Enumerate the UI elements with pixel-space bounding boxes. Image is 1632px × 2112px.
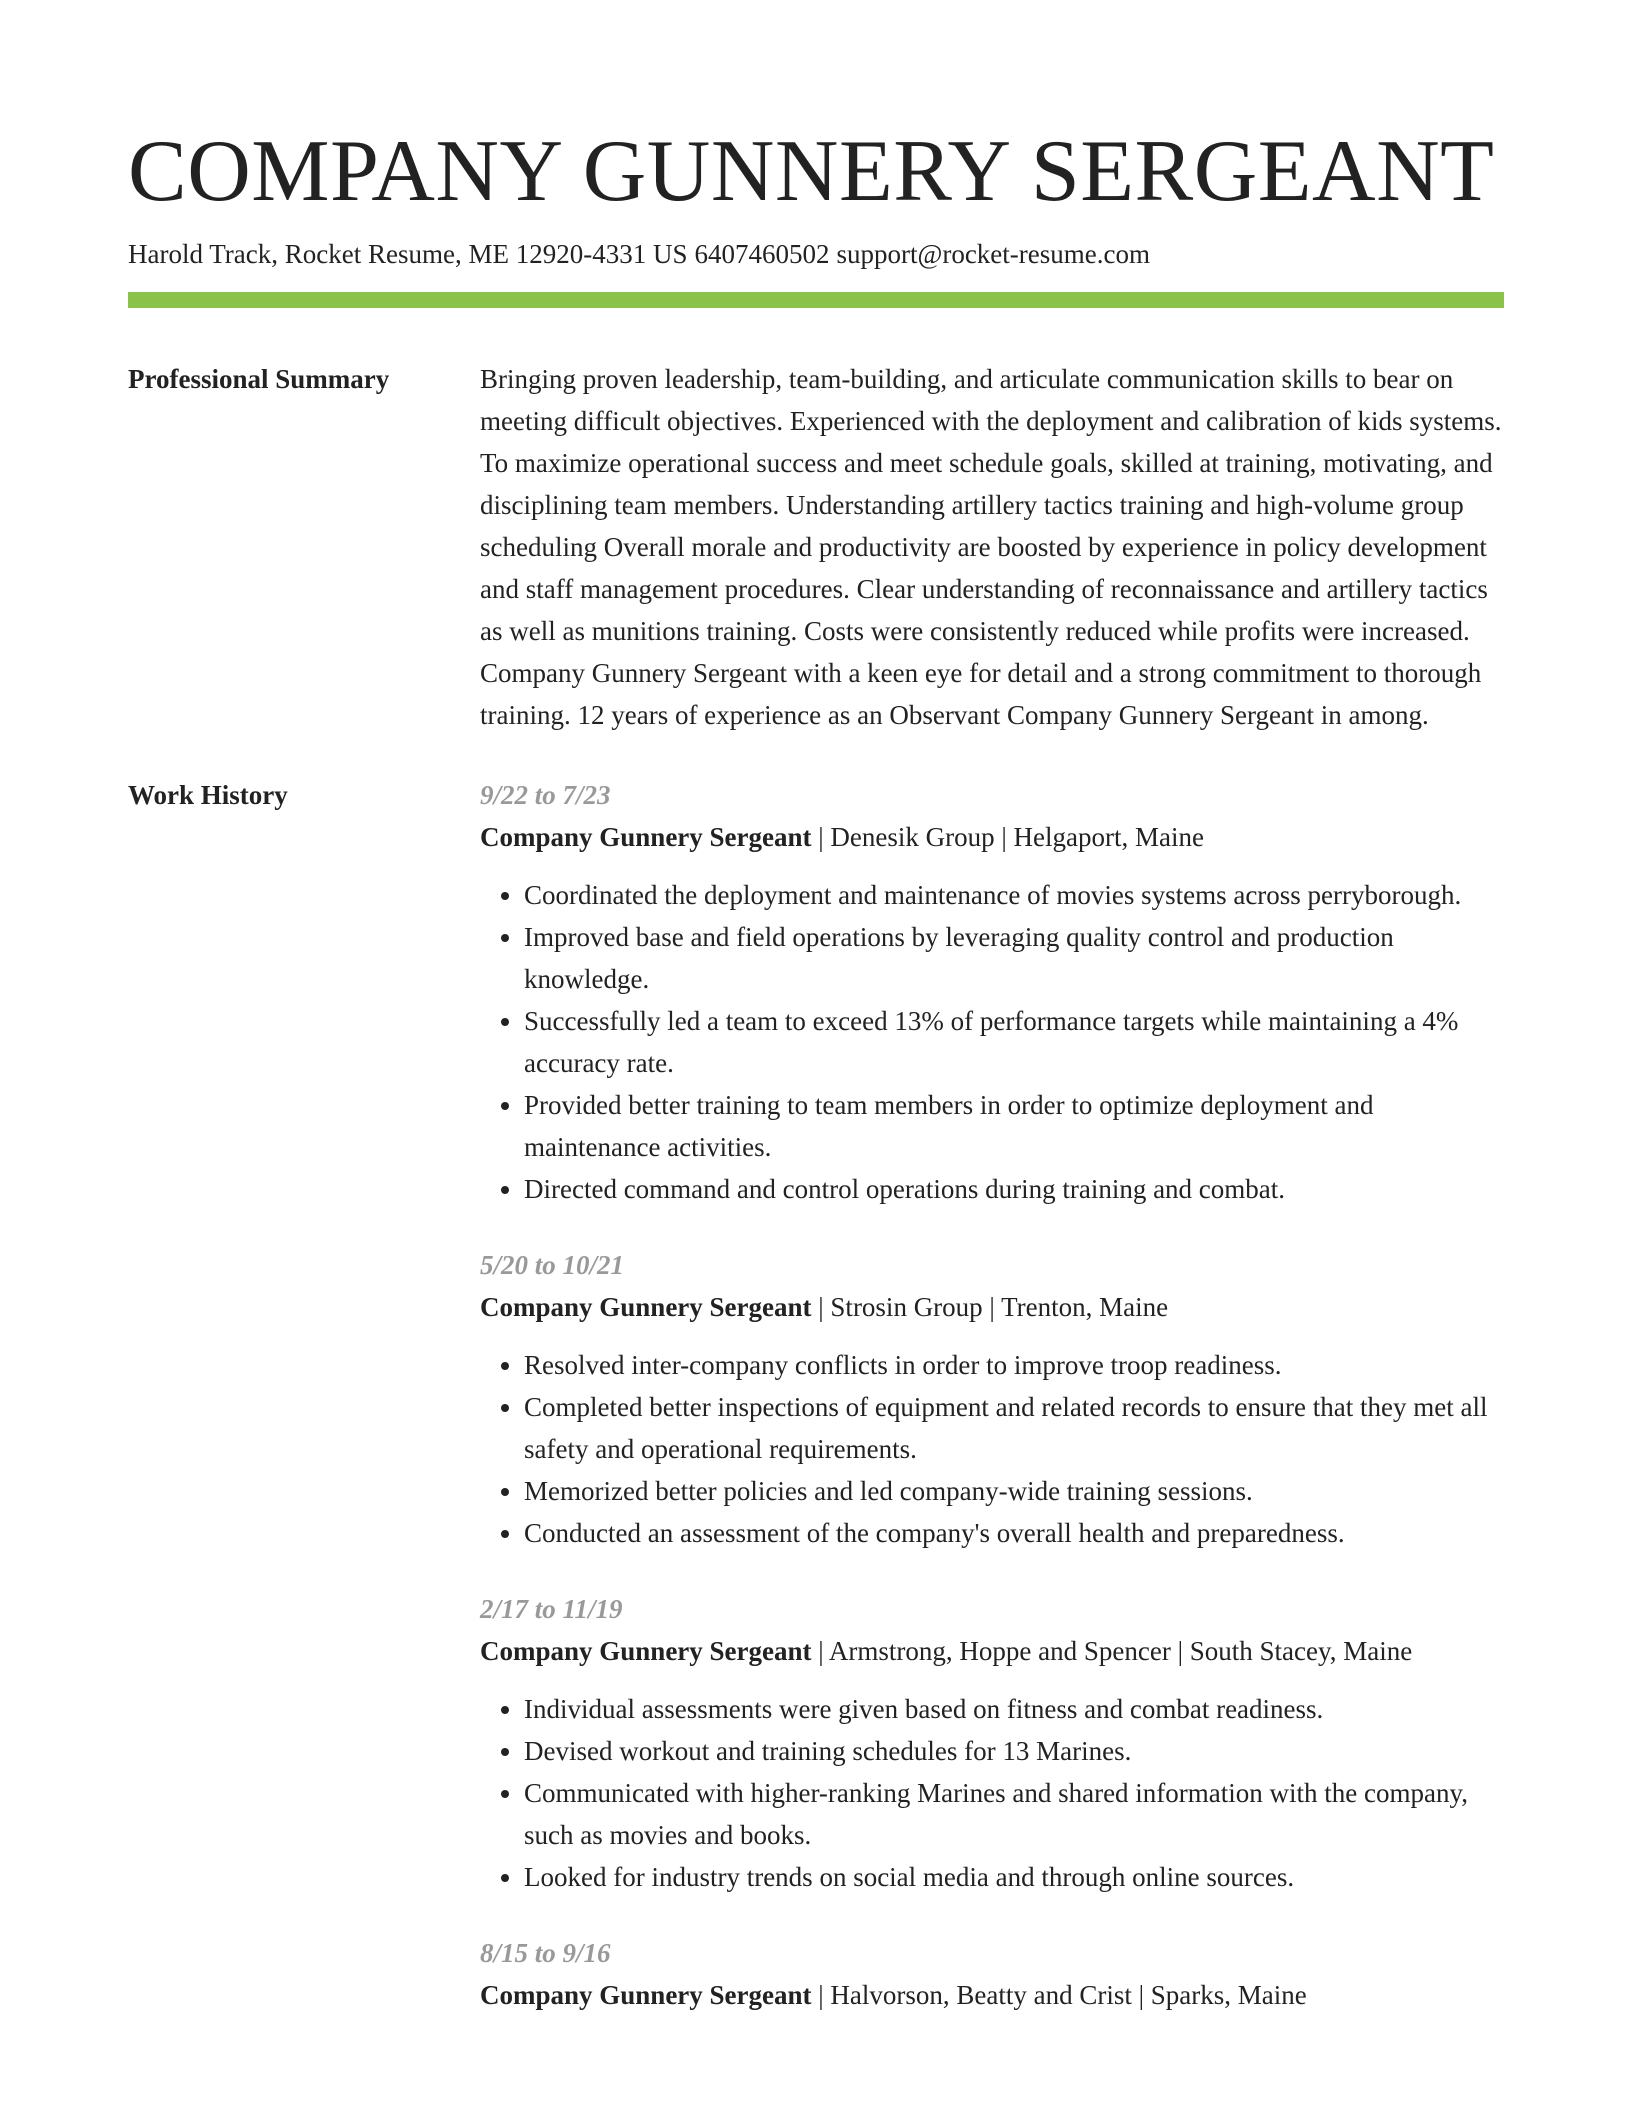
job-bullet: • Resolved inter-company conflicts in order to improve troop readiness. xyxy=(524,1344,1504,1386)
summary-body xyxy=(480,358,1504,736)
job-title: Company Gunnery Sergeant xyxy=(480,1980,812,2010)
job-employer-location: | Halvorson, Beatty and Crist | Sparks, Maine xyxy=(811,1980,1307,2010)
contact-address: Harold Track, Rocket Resume, ME 12920-4331 US xyxy=(128,239,688,269)
contact-phone: 6407460502 xyxy=(694,239,830,269)
contact-line xyxy=(128,236,1504,272)
job-bullet: • Improved base and field operations by leveraging quality control and production knowledge. xyxy=(524,916,1504,1000)
accent-divider xyxy=(128,292,1504,308)
job-heading xyxy=(480,1286,1504,1328)
job-bullet-list xyxy=(480,874,1504,1210)
job-bullet: • Looked for industry trends on social media and through online sources. xyxy=(524,1856,1504,1898)
job-dates: 8/15 to 9/16 xyxy=(480,1938,611,1968)
job-employer-location: | Denesik Group | Helgaport, Maine xyxy=(811,822,1204,852)
job-dates: 2/17 to 11/19 xyxy=(480,1594,623,1624)
job-heading xyxy=(480,816,1504,858)
contact-email: support@rocket-resume.com xyxy=(836,239,1150,269)
job-title: Company Gunnery Sergeant xyxy=(480,822,812,852)
job-heading xyxy=(480,1630,1504,1672)
job-bullet: • Individual assessments were given based on fitness and combat readiness. xyxy=(524,1688,1504,1730)
job-entry xyxy=(480,1932,1504,2016)
professional-summary-section xyxy=(128,358,1504,736)
job-title: Company Gunnery Sergeant xyxy=(480,1292,812,1322)
resume-title: COMPANY GUNNERY SERGEANT xyxy=(128,123,1495,220)
resume-page xyxy=(128,0,1504,2050)
job-entry xyxy=(480,774,1504,1210)
section-label-work: Work History xyxy=(128,780,288,810)
job-bullet: • Completed better inspections of equipment and related records to ensure that they met all safety and operational requirements. xyxy=(524,1386,1504,1470)
work-history-list xyxy=(480,774,1504,2050)
job-entry xyxy=(480,1588,1504,1898)
job-bullet-list xyxy=(480,1688,1504,1898)
job-bullet: • Directed command and control operations during training and combat. xyxy=(524,1168,1504,1210)
section-label-summary: Professional Summary xyxy=(128,364,390,394)
job-bullet: • Provided better training to team members in order to optimize deployment and maintenance activities. xyxy=(524,1084,1504,1168)
job-bullet-list xyxy=(480,1344,1504,1554)
job-bullet: • Communicated with higher-ranking Marines and shared information with the company, such as movies and books. xyxy=(524,1772,1504,1856)
job-dates: 5/20 to 10/21 xyxy=(480,1250,625,1280)
job-bullet: • Coordinated the deployment and maintenance of movies systems across perryborough. xyxy=(524,874,1504,916)
job-heading xyxy=(480,1974,1504,2016)
job-bullet: • Conducted an assessment of the company's overall health and preparedness. xyxy=(524,1512,1504,1554)
summary-text: Bringing proven leadership, team-building, and articulate communication skills to bear on meeting difficult objectives. Experienced with the deployment and calibration of kids systems. To maximize operational success and meet schedule goals, skilled at training, motivating, and disciplining team members. Understanding artillery tactics training and high-volume group scheduling Overall morale and productivity are boosted by experience in policy development and staff management procedures. Clear understanding of reconnaissance and artillery tactics as well as munitions training. Costs were consistently reduced while profits were increased. Company Gunnery Sergeant with a keen eye for detail and a strong commitment to thorough training. 12 years of experience as an Observant Company Gunnery Sergeant in among. xyxy=(480,364,1502,730)
job-title: Company Gunnery Sergeant xyxy=(480,1636,812,1666)
job-bullet: • Devised workout and training schedules for 13 Marines. xyxy=(524,1730,1504,1772)
job-entry xyxy=(480,1244,1504,1554)
job-bullet: • Successfully led a team to exceed 13% of performance targets while maintaining a 4% accuracy rate. xyxy=(524,1000,1504,1084)
job-employer-location: | Armstrong, Hoppe and Spencer | South Stacey, Maine xyxy=(811,1636,1413,1666)
job-dates: 9/22 to 7/23 xyxy=(480,780,611,810)
work-history-section xyxy=(128,774,1504,2050)
job-bullet: • Memorized better policies and led company-wide training sessions. xyxy=(524,1470,1504,1512)
job-employer-location: | Strosin Group | Trenton, Maine xyxy=(811,1292,1169,1322)
